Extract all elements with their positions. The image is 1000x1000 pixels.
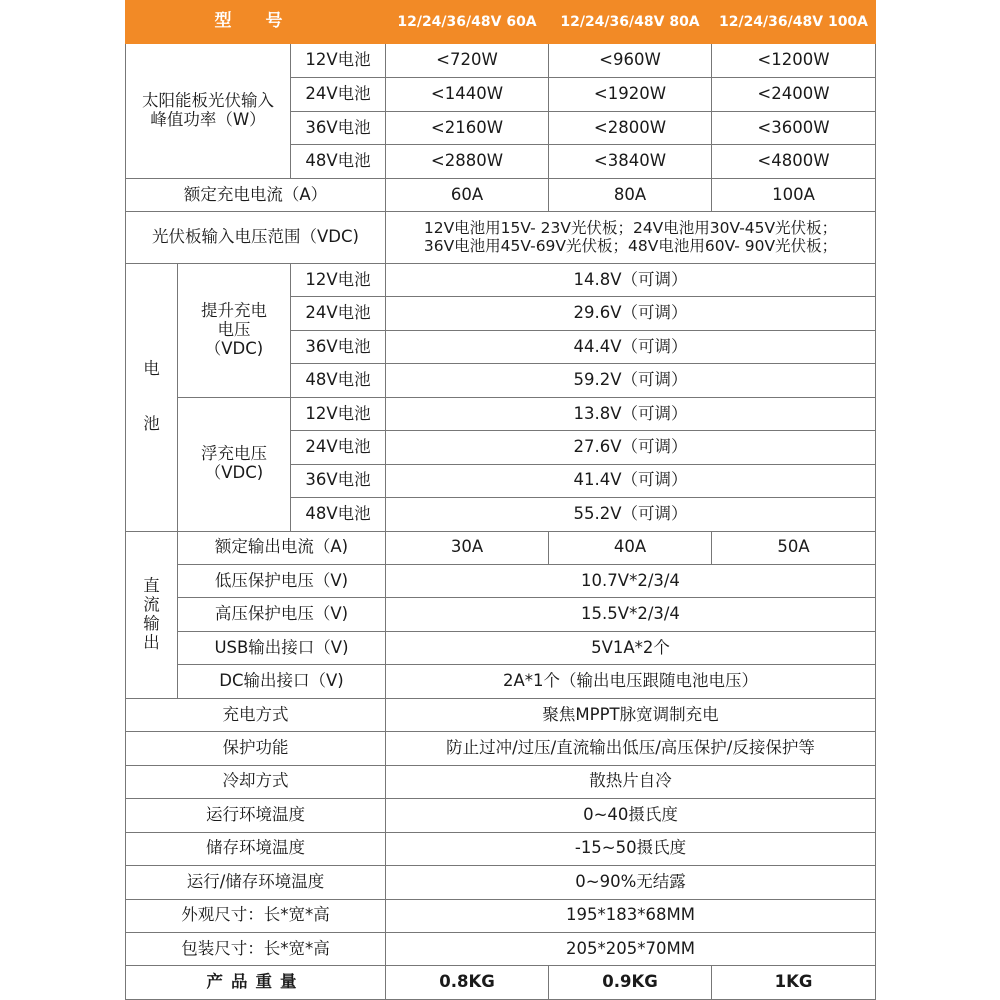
pv-voltage-range xyxy=(386,212,876,264)
battery-section-label xyxy=(126,263,178,531)
general-label: 充电方式 xyxy=(126,698,386,731)
battery-label: 12V电池 xyxy=(291,397,386,430)
table-cell: <720W xyxy=(386,44,549,78)
weight-cell: 1KG xyxy=(712,966,876,1000)
table-row xyxy=(126,263,876,296)
dc-output-label xyxy=(126,531,178,698)
pv-voltage-label: 光伏板输入电压范围（VDC) xyxy=(126,212,386,264)
table-cell: <2800W xyxy=(549,111,712,144)
table-cell: 40A xyxy=(549,531,712,564)
table-cell: 100A xyxy=(712,178,876,211)
table-cell: 13.8V（可调） xyxy=(386,397,876,430)
table-row xyxy=(126,933,876,966)
table-cell: 聚焦MPPT脉宽调制充电 xyxy=(386,698,876,731)
battery-section-char: 池 xyxy=(143,414,160,434)
table-row xyxy=(126,178,876,211)
table-cell: 5V1A*2个 xyxy=(386,631,876,664)
table-row xyxy=(126,531,876,564)
table-row xyxy=(126,899,876,932)
float-voltage-label xyxy=(178,397,291,531)
table-cell: <1920W xyxy=(549,78,712,111)
table-cell: <1440W xyxy=(386,78,549,111)
battery-label: 48V电池 xyxy=(291,364,386,397)
table-cell: <2160W xyxy=(386,111,549,144)
table-cell: <3600W xyxy=(712,111,876,144)
pv-power-label xyxy=(126,44,291,179)
table-cell: <3840W xyxy=(549,145,712,178)
usb-label: USB输出接口（V) xyxy=(178,631,386,664)
weight-label: 产品重量 xyxy=(126,966,386,1000)
rated-charge-label: 额定充电电流（A） xyxy=(126,178,386,211)
battery-label: 24V电池 xyxy=(291,297,386,330)
battery-label: 48V电池 xyxy=(291,145,386,178)
model-label: 型 号 xyxy=(126,1,386,44)
table-cell: 205*205*70MM xyxy=(386,933,876,966)
pv-power-label-line2: 峰值功率（W） xyxy=(150,109,266,129)
table-row xyxy=(126,832,876,865)
table-row xyxy=(126,212,876,264)
general-label: 运行环境温度 xyxy=(126,799,386,832)
table-cell: <4800W xyxy=(712,145,876,178)
float-label-line: （VDC) xyxy=(204,463,264,483)
table-row xyxy=(126,631,876,664)
header-row xyxy=(126,1,876,44)
battery-label: 48V电池 xyxy=(291,498,386,531)
model-80a-header: 12/24/36/48V 80A xyxy=(549,1,712,44)
high-voltage-label: 高压保护电压（V) xyxy=(178,598,386,631)
float-label-line: 浮充电压 xyxy=(201,444,267,464)
table-cell: <960W xyxy=(549,44,712,78)
table-row xyxy=(126,598,876,631)
table-cell: 195*183*68MM xyxy=(386,899,876,932)
table-cell: 散热片自冷 xyxy=(386,765,876,798)
table-cell: 29.6V（可调） xyxy=(386,297,876,330)
boost-label-line: 提升充电 xyxy=(201,300,267,320)
dc-port-label: DC输出接口（V) xyxy=(178,665,386,698)
table-cell: 15.5V*2/3/4 xyxy=(386,598,876,631)
battery-label: 36V电池 xyxy=(291,330,386,363)
table-row xyxy=(126,765,876,798)
low-voltage-label: 低压保护电压（V) xyxy=(178,565,386,598)
general-label: 保护功能 xyxy=(126,732,386,765)
battery-label: 36V电池 xyxy=(291,111,386,144)
table-row xyxy=(126,665,876,698)
dc-output-char: 输 xyxy=(143,613,160,633)
table-row xyxy=(126,866,876,899)
table-cell: 60A xyxy=(386,178,549,211)
weight-cell: 0.8KG xyxy=(386,966,549,1000)
table-cell: 55.2V（可调） xyxy=(386,498,876,531)
table-cell: <2400W xyxy=(712,78,876,111)
dc-output-char: 出 xyxy=(143,632,160,652)
battery-section-char: 电 xyxy=(143,359,160,379)
general-label: 冷却方式 xyxy=(126,765,386,798)
table-cell: 59.2V（可调） xyxy=(386,364,876,397)
general-label: 运行/储存环境温度 xyxy=(126,866,386,899)
table-cell: 防止过冲/过压/直流输出低压/高压保护/反接保护等 xyxy=(386,732,876,765)
dc-output-char: 直 xyxy=(143,575,160,595)
pv-voltage-line2: 36V电池用45V-69V光伏板；48V电池用60V- 90V光伏板； xyxy=(423,236,838,255)
model-60a-header: 12/24/36/48V 60A xyxy=(386,1,549,44)
general-label: 外观尺寸：长*宽*高 xyxy=(126,899,386,932)
boost-label-line: 电压 xyxy=(217,319,251,339)
table-cell: 27.6V（可调） xyxy=(386,431,876,464)
table-cell: 0~90%无结露 xyxy=(386,866,876,899)
boost-voltage-label xyxy=(178,263,291,397)
table-row xyxy=(126,732,876,765)
table-cell: 30A xyxy=(386,531,549,564)
table-cell: 14.8V（可调） xyxy=(386,263,876,296)
model-100a-header: 12/24/36/48V 100A xyxy=(712,1,876,44)
table-cell: -15~50摄氏度 xyxy=(386,832,876,865)
table-cell: 50A xyxy=(712,531,876,564)
general-label: 包装尺寸：长*宽*高 xyxy=(126,933,386,966)
table-cell: <1200W xyxy=(712,44,876,78)
battery-label: 24V电池 xyxy=(291,78,386,111)
boost-label-line: （VDC) xyxy=(204,338,264,358)
weight-cell: 0.9KG xyxy=(549,966,712,1000)
table-row xyxy=(126,799,876,832)
table-cell: 80A xyxy=(549,178,712,211)
table-row xyxy=(126,397,876,430)
battery-label: 12V电池 xyxy=(291,44,386,78)
table-cell: 2A*1个（输出电压跟随电池电压） xyxy=(386,665,876,698)
table-cell: 0~40摄氏度 xyxy=(386,799,876,832)
table-cell: 44.4V（可调） xyxy=(386,330,876,363)
battery-label: 36V电池 xyxy=(291,464,386,497)
table-row xyxy=(126,698,876,731)
battery-label: 12V电池 xyxy=(291,263,386,296)
rated-output-label: 额定输出电流（A) xyxy=(178,531,386,564)
spec-table xyxy=(125,0,876,1000)
battery-label: 24V电池 xyxy=(291,431,386,464)
pv-voltage-line1: 12V电池用15V- 23V光伏板；24V电池用30V-45V光伏板； xyxy=(423,218,838,237)
table-row xyxy=(126,44,876,78)
table-row xyxy=(126,966,876,1000)
dc-output-char: 流 xyxy=(143,594,160,614)
table-row xyxy=(126,565,876,598)
table-cell: <2880W xyxy=(386,145,549,178)
general-label: 储存环境温度 xyxy=(126,832,386,865)
pv-power-label-line1: 太阳能板光伏输入 xyxy=(142,90,274,110)
table-cell: 10.7V*2/3/4 xyxy=(386,565,876,598)
table-cell: 41.4V（可调） xyxy=(386,464,876,497)
